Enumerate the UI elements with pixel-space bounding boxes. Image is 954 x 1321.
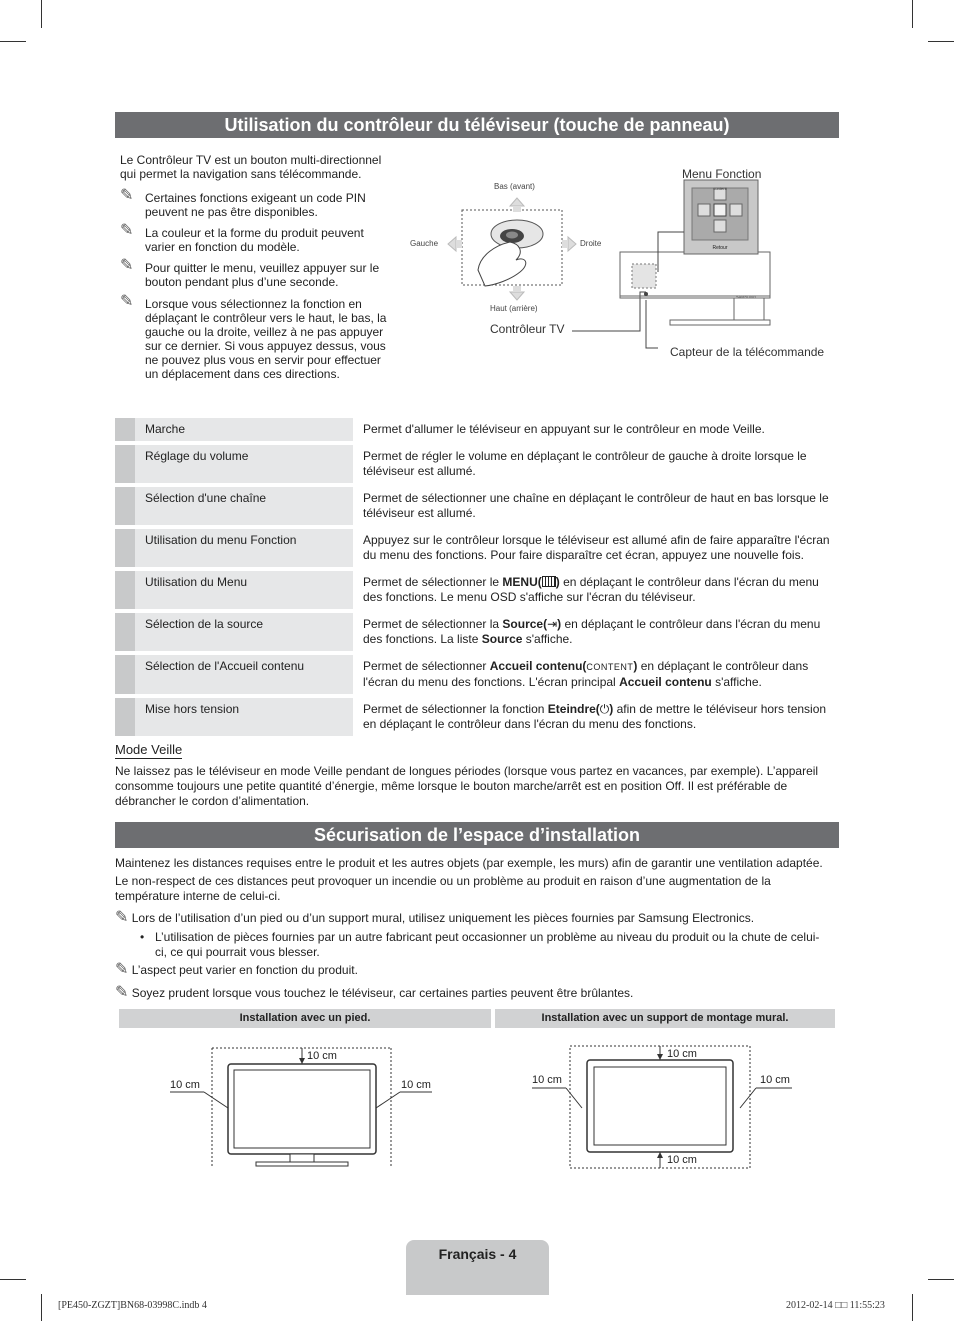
label-capteur: Capteur de la télécommande xyxy=(670,345,825,359)
install-bullet: • L’utilisation de pièces fournies par un autre fabricant peut occasionner un problème au niveau du produit ou la chute de celui-ci, ce qui pourrait vous blesser. xyxy=(140,930,820,959)
wall-installation-diagram xyxy=(530,1040,800,1170)
intro-text: Le Contrôleur TV est un bouton multi-directionnel qui permet la navigation sans télécommande. xyxy=(120,153,382,181)
crop-mark xyxy=(912,1294,913,1321)
crop-mark xyxy=(928,1279,954,1280)
stand-installation-diagram xyxy=(160,1040,450,1170)
crop-mark xyxy=(0,1279,26,1280)
header-wall: Installation avec un support de montage mural. xyxy=(495,1009,835,1028)
section-title-controller: Utilisation du contrôleur du téléviseur (touche de panneau) xyxy=(115,112,839,138)
table-row: Mise hors tension Permet de sélectionner la fonction Eteindre(⏻) afin de mettre le téléviseur hors tension en déplaçant le contrôleur dans l'écran du menu des fonctions. xyxy=(115,698,839,736)
dist-left-wall: 10 cm xyxy=(532,1074,562,1086)
note-pin: ✎ Certaines fonctions exigeant un code PIN peuvent ne pas être disponibles. xyxy=(120,187,366,219)
table-row: Sélection d'une chaîne Permet de sélectionner une chaîne en déplaçant le contrôleur de haut en bas lorsque le téléviseur est allumé. xyxy=(115,487,839,525)
content-icon: CONTENT xyxy=(586,662,634,672)
table-row: Marche Permet d'allumer le téléviseur en appuyant sur le contrôleur en mode Veille. xyxy=(115,418,839,441)
mode-veille-text: Ne laissez pas le téléviseur en mode Veille pendant de longues périodes (lorsque vous partez en vacances, par exemple). L’appareil consomme toujours une petite quantité d’énergie, même lorsque le bouton marche/arrêt est en position Off. Il est préférable de débrancher le cordon d’alimentation. xyxy=(115,764,819,808)
crop-mark xyxy=(41,1294,42,1321)
install-p2: Le non-respect de ces distances peut provoquer un incendie ou un problème au produit en raison d’une augmentation de la température interne de celui-ci. xyxy=(115,874,771,903)
table-row: Utilisation du menu Fonction Appuyez sur le contrôleur lorsque le téléviseur est allumé afin de faire apparaître l'écran du menu des fonctions. Pour faire disparaître cet écran, appuyez une nouvelle fois. xyxy=(115,529,839,567)
install-note2: ✎ L’aspect peut varier en fonction du produit. xyxy=(115,961,358,978)
controller-diagram xyxy=(400,160,840,360)
pencil-note-icon: ✎ xyxy=(120,222,134,239)
print-date: 2012-02-14 □□ 11:55:23 xyxy=(786,1300,885,1311)
table-row: Sélection de la source Permet de sélectionner la Source(⇥) en déplaçant le contrôleur dans l'écran du menu des fonctions. La liste Source s'affiche. xyxy=(115,613,839,651)
table-row: Réglage du volume Permet de régler le volume en déplaçant le contrôleur de gauche à droite lorsque le téléviseur est allumé. xyxy=(115,445,839,483)
install-note1: ✎ Lors de l’utilisation d’un pied ou d’un support mural, utilisez uniquement les pièces fournies par Samsung Electronics. xyxy=(115,909,755,926)
menu-icon xyxy=(542,576,556,587)
label-droite: Droite xyxy=(580,239,602,248)
crop-mark xyxy=(928,41,954,42)
note-color: ✎ La couleur et la forme du produit peuvent varier en fonction du modèle. xyxy=(120,222,364,254)
pencil-note-icon: ✎ xyxy=(115,984,129,1001)
table-row: Sélection de l'Accueil contenu Permet de sélectionner Accueil contenu(CONTENT) en déplaçant le contrôleur dans l'écran du menu des fonctions. L'écran principal Accueil contenu s'affiche. xyxy=(115,655,839,694)
crop-mark xyxy=(912,0,913,28)
source-icon: ⇥ xyxy=(547,617,558,631)
pencil-note-icon: ✎ xyxy=(115,961,129,978)
dist-right-wall: 10 cm xyxy=(760,1074,790,1086)
label-controleur-tv: Contrôleur TV xyxy=(490,322,565,336)
mode-veille-title: Mode Veille xyxy=(115,742,183,757)
arrow-up-icon xyxy=(510,198,524,206)
pencil-note-icon: ✎ xyxy=(120,293,134,310)
svg-text:content: content xyxy=(713,186,727,191)
crop-mark xyxy=(41,0,42,28)
page-number: Français - 4 xyxy=(438,1246,517,1262)
pencil-note-icon: ✎ xyxy=(115,909,129,926)
install-p1: Maintenez les distances requises entre le produit et les autres objets (par exemple, les murs) afin de garantir une ventilation adaptée. xyxy=(115,856,823,870)
dist-top-stand: 10 cm xyxy=(307,1050,337,1062)
install-note3: ✎ Soyez prudent lorsque vous touchez le téléviseur, car certaines parties peuvent être brûlantes. xyxy=(115,984,634,1001)
dist-top-wall: 10 cm xyxy=(667,1048,697,1060)
label-haut: Haut (arrière) xyxy=(490,304,538,313)
note-direction: ✎ Lorsque vous sélectionnez la fonction en déplaçant le contrôleur vers le haut, le bas, la gauche ou la droite, veillez à ne pas appuyer sur ce dernier. Si vous appuyez dessus, vous ne pouvez plus vous en servir pour effectuer un déplacement dans ces directions. xyxy=(120,293,387,381)
file-name: [PE450-ZGZT]BN68-03998C.indb 4 xyxy=(58,1300,207,1311)
dist-left-stand: 10 cm xyxy=(170,1079,200,1091)
arrow-left-icon xyxy=(448,237,456,251)
arrow-down-icon xyxy=(510,292,524,300)
crop-mark xyxy=(0,41,26,42)
svg-text:Retour: Retour xyxy=(712,245,728,251)
pencil-note-icon: ✎ xyxy=(120,187,134,204)
svg-text:SAMSUNG: SAMSUNG xyxy=(735,294,756,299)
arrow-right-icon xyxy=(568,237,576,251)
label-bas: Bas (avant) xyxy=(494,182,535,191)
dist-bottom-wall: 10 cm xyxy=(667,1154,697,1166)
table-row: Utilisation du Menu Permet de sélectionner le MENU( ) en déplaçant le contrôleur dans l'écran du menu des fonctions. Le menu OSD s'affiche sur l'écran du téléviseur. xyxy=(115,571,839,609)
power-icon: ⏻ xyxy=(599,702,610,716)
functions-table xyxy=(115,414,839,740)
note-exit: ✎ Pour quitter le menu, veuillez appuyer sur le bouton pendant plus d’une seconde. xyxy=(120,257,380,289)
label-gauche: Gauche xyxy=(410,239,439,248)
section-title-installation: Sécurisation de l’espace d’installation xyxy=(115,822,839,848)
label-menu-fonction: Menu Fonction xyxy=(682,167,762,181)
dist-right-stand: 10 cm xyxy=(401,1079,431,1091)
header-stand: Installation avec un pied. xyxy=(119,1009,491,1028)
pencil-note-icon: ✎ xyxy=(120,257,134,274)
